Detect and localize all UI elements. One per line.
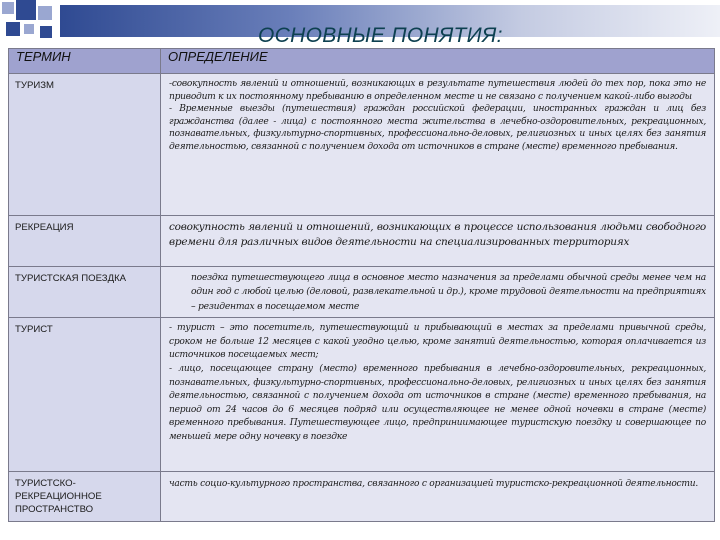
header-definition: ОПРЕДЕЛЕНИЕ (161, 49, 715, 74)
table-row (9, 216, 715, 267)
deco-square (2, 2, 14, 14)
term-cell: ТУРИСТ (9, 318, 161, 472)
table-row (9, 267, 715, 318)
definition-cell (161, 318, 715, 472)
term-cell: ТУРИЗМ (9, 74, 161, 216)
definition-text: -совокупность явлений и отношений, возникающих в результате путешествия людей до тех пор, пока это не приводит к их постоянному пребыванию в определенном месте и не связано с получением какой-либо выгоды (169, 79, 706, 102)
page-title: ОСНОВНЫЕ ПОНЯТИЯ: (258, 24, 503, 47)
deco-square (16, 0, 36, 20)
term-cell: РЕКРЕАЦИЯ (9, 216, 161, 267)
definitions-table (8, 48, 715, 522)
definition-cell (161, 472, 715, 522)
definition-cell (161, 74, 715, 216)
table-header-row (9, 49, 715, 74)
deco-square (38, 6, 52, 20)
definition-text: - лицо, посещающее страну (место) временного пребывания в лечебно-оздоровительных, рекреационных, познавательных, физкультурно-спортивных, профессионально-деловых, религиозных и иных целях без занятия деятельностью, связанной с получением дохода от источников в стране (месте) временного пребывания, на период от 24 часов до 6 месяцев подряд или осуществляющее не менее одной ночевки в стране (месте) временного пребывания. Путешествующее лицо, предприниимающее туристскую поездку и совершающее по меньшей мере одну ночевку в поездке (169, 364, 706, 442)
deco-square (40, 26, 52, 38)
header-term: ТЕРМИН (9, 49, 161, 74)
definition-cell (161, 216, 715, 267)
definition-text: - Временные выезды (путешествия) граждан российской федерации, иностранных граждан и лиц без гражданства (далее - лица) с постоянного места жительства в лечебно-оздоровительных, рекреационных, познавательных, физкультурно-спортивных, профессионально-деловых, религиозных и иных целях без занятия деятельностью, связанной с получением дохода от источников в стране (месте) временного пребывания. (169, 104, 706, 152)
table-row (9, 318, 715, 472)
definition-text: совокупность явлений и отношений, возникающих в процессе использования людьми свободного времени для различных видов деятельности на специализированных территориях (169, 221, 706, 248)
definition-text: часть социо-культурного пространства, связанного с организацией туристско-рекреационной деятельности. (169, 479, 699, 490)
term-cell: ТУРИСТСКО-РЕКРЕАЦИОННОЕ ПРОСТРАНСТВО (9, 472, 161, 522)
term-cell: ТУРИСТСКАЯ ПОЕЗДКА (9, 267, 161, 318)
definition-text: - турист – это посетитель, путешествующий и прибывающий в местах за пределами привычной среды, сроком не больше 12 месяцев с какой угодно целью, кроме занятий деятельностью, которая оплачивается из источников посещаемых мест; (169, 323, 706, 361)
deco-square (24, 24, 34, 34)
deco-square (6, 22, 20, 36)
definition-text: поездка путешествующего лица в основное место назначения за пределами обычной среды менее чем на один год с любой целью (деловой, развлекательной и др.), кроме трудовой деятельности на предприятиях – резидентах в посещаемом месте (191, 272, 706, 312)
table-row (9, 74, 715, 216)
definition-cell (161, 267, 715, 318)
table-row (9, 472, 715, 522)
